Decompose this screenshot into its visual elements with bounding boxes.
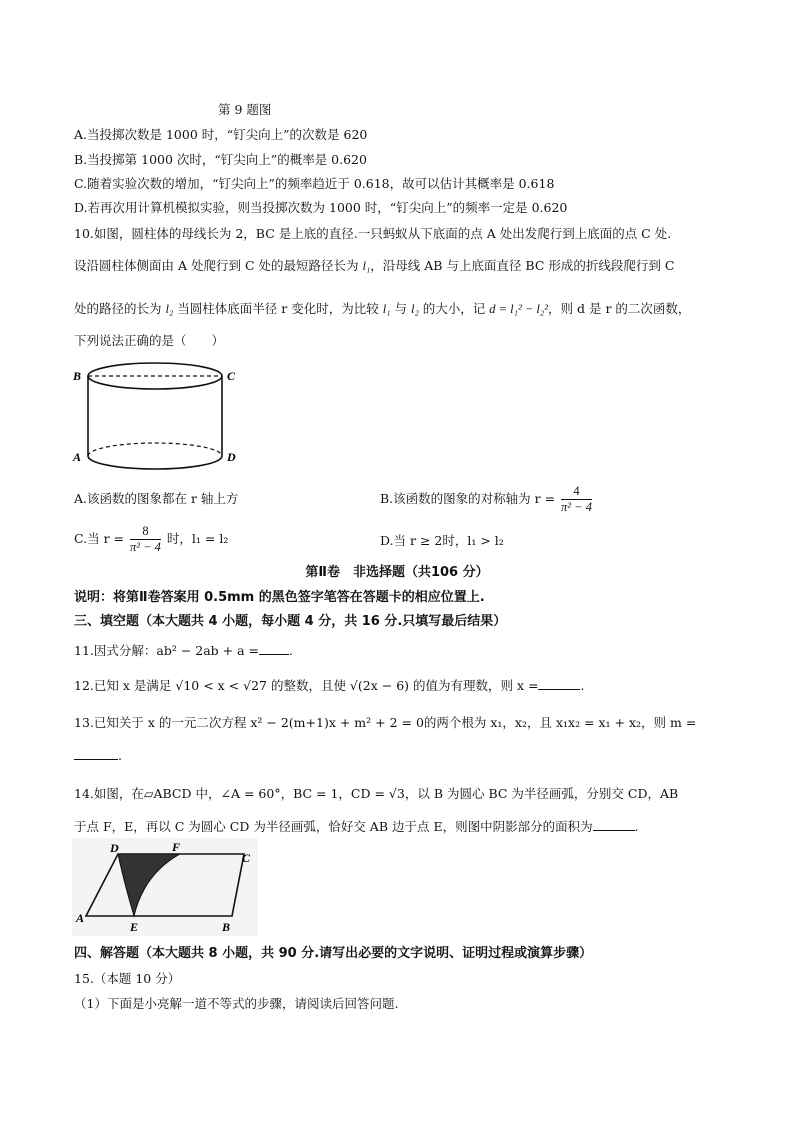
q10-option-d: D.当 r ≥ 2时，l₁ > l₂ (380, 533, 504, 548)
label-f: F (172, 840, 181, 854)
d-formula: d = l₁² − l₂² (489, 302, 549, 316)
q10-option-b-fraction: $\frac{4}{\text{π² − 4}}$ (561, 484, 592, 514)
cylinder-figure (70, 358, 240, 476)
q10-option-b: B.该函数的图象的对称轴为 r = $\frac{4}{\text{π² − 4}}$ (380, 484, 592, 514)
figure-9-caption: 第 9 题图 (218, 102, 272, 117)
q9-option-d: D.若再次用计算机模拟实验，则当投掷次数为 1000 时，“钉尖向上”的频率一定是 0.620 (74, 200, 568, 215)
q14-line-2: 于点 F，E，再以 C 为圆心 CD 为半径画弧，恰好交 AB 边于点 E，则图中阴影部分的面积为 . (74, 819, 639, 834)
q11: 11.因式分解：ab² − 2ab + a = . (74, 643, 293, 658)
instruction-note: 说明：将第Ⅱ卷答案用 0.5mm 的黑色签字笔答在答题卡的相应位置上. (74, 590, 485, 605)
part2-title: 第Ⅱ卷 非选择题（共106 分） (305, 565, 489, 580)
answer-blank-14 (593, 818, 635, 831)
answer-blank-13 (74, 747, 118, 760)
label-e: E (130, 920, 139, 934)
q10-option-a: A.该函数的图象都在 r 轴上方 (74, 491, 239, 506)
q10-line-1: 10.如图，圆柱体的母线长为 2，BC 是上底的直径.一只蚂蚁从下底面的点 A 处出发爬行到上底面的点 C 处. (74, 226, 672, 241)
q14-line-1: 14.如图，在▱ABCD 中，∠A = 60°，BC = 1，CD = √3，以 B 为圆心 BC 为半径画弧，分别交 CD，AB (74, 786, 679, 801)
bottom-ellipse-back (88, 443, 222, 456)
q10-line-3: 处的路径的长为 l₂ 当圆柱体底面半径 r 变化时，为比较 l₁ 与 l₂ 的大小，记 d = l₁² − l₂²，则 d 是 r 的二次函数， (74, 301, 691, 316)
q9-option-c: C.随着实验次数的增加，“钉尖向上”的频率趋近于 0.618，故可以估计其概率是 0.618 (74, 176, 555, 191)
bottom-ellipse-front (88, 456, 222, 469)
q13-answer-line: . (74, 747, 122, 764)
q9-option-a: A.当投掷次数是 1000 时，“钉尖向上”的次数是 620 (74, 127, 368, 142)
label-d: D (110, 841, 119, 855)
q10-option-c-fraction: $\frac{8}{\text{π² − 4}}$ (129, 524, 161, 554)
q15-title: 15.（本题 10 分） (74, 971, 181, 986)
label-a: A (73, 450, 82, 464)
label-b: B (73, 369, 82, 383)
q10-option-c: C.当 r = $\frac{8}{\text{π² − 4}}$ 时，l₁ = l₂ (74, 524, 229, 554)
parallelogram-figure (72, 838, 258, 936)
figure-background (72, 838, 258, 936)
q10-line-2: 设沿圆柱体侧面由 A 处爬行到 C 处的最短路径长为 l₁，沿母线 AB 与上底面直径 BC 形成的折线段爬行到 C (74, 258, 675, 273)
section-4-title: 四、解答题（本大题共 8 小题，共 90 分.请写出必要的文字说明、证明过程或演算步骤） (74, 946, 593, 961)
label-c: C (227, 369, 236, 383)
q9-option-b: B.当投掷第 1000 次时，“钉尖向上”的概率是 0.620 (74, 152, 367, 167)
answer-blank-11 (259, 642, 289, 655)
label-a: A (76, 911, 85, 925)
answer-blank-12 (538, 677, 580, 690)
label-d: D (227, 450, 236, 464)
section-3-title: 三、填空题（本大题共 4 小题，每小题 4 分，共 16 分.只填写最后结果） (74, 614, 507, 629)
label-b: B (222, 920, 231, 934)
q12: 12.已知 x 是满足 √10 < x < √27 的整数，且使 √(2x − 6) 的值为有理数，则 x = . (74, 678, 585, 693)
q15-part-1: （1）下面是小亮解一道不等式的步骤，请阅读后回答问题. (74, 996, 399, 1011)
label-c: C (242, 851, 251, 865)
q10-line-4: 下列说法正确的是（ ） (74, 333, 225, 348)
q13: 13.已知关于 x 的一元二次方程 x² − 2(m+1)x + m² + 2 = 0的两个根为 x₁，x₂，且 x₁x₂ = x₁ + x₂，则 m = (74, 715, 697, 730)
